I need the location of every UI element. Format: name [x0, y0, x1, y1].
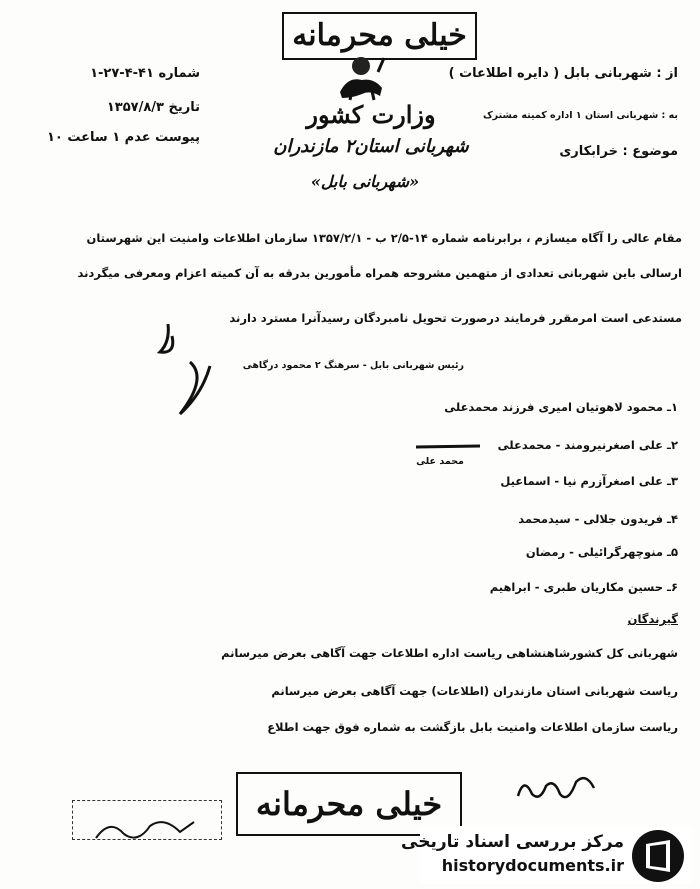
body-line-1: مقام عالی را آگاه میسازم ، برابرنامه شماره ۱۴-۲/۵ ب - ۱۳۵۷/۲/۱ سازمان اطلاعات وامنیت این شهرستان [86, 231, 682, 245]
recipient-line-3: ریاست سازمان اطلاعات وامنیت بابل بازگشت به شماره فوق جهت اطلاع [267, 720, 678, 734]
lion-and-sun-emblem-icon [334, 52, 388, 104]
bottom-signature-icon [510, 768, 600, 808]
classification-stamp-bottom: خیلی محرمانه [236, 772, 462, 836]
from-line: از : شهربانی بابل ( دایره اطلاعات ) [448, 66, 678, 81]
document-date: تاریخ ۱۳۵۷/۸/۳ [106, 100, 200, 115]
ministry-title: وزارت کشور [306, 100, 436, 129]
document-number: شماره ۴۱-۴-۲۷-۱ [90, 66, 200, 81]
body-line-2: ارسالی باین شهربانی تعدادی از متهمین مشروحه همراه مأمورین بدرقه به آن کمیته اعزام ومعرفی میگردند [77, 266, 682, 280]
recipient-line-1: شهربانی کل کشورشاهنشاهی ریاست اداره اطلاعات جهت آگاهی بعرض میرسانم [221, 646, 678, 660]
recipients-label: گیرندگان [627, 612, 678, 626]
subject-line: موضوع : خرابکاری [559, 144, 678, 159]
police-province-title: شهربانی استان۲ مازندران [273, 136, 469, 157]
archive-url: historydocuments.ir [441, 856, 624, 875]
list-item-4: ۴ـ فریدون جلالی - سیدمحمد [518, 512, 678, 526]
archive-logo-icon [630, 828, 686, 884]
list-item-6: ۶ـ حسین مکاریان طبری - ابراهیم [489, 580, 678, 594]
list-item-2-note: محمد علی [416, 456, 464, 467]
list-item-3: ۳ـ علی اصغرآزرم نیا - اسماعیل [500, 474, 678, 488]
receipt-signature-icon [90, 808, 200, 848]
body-line-3: مستدعی است امرمقرر فرمایند درصورت تحویل نامبردگان رسیدآنرا مسترد دارند [229, 311, 682, 325]
list-item-2: ۲ـ علی اصغرنیرومند - محمدعلی [497, 438, 678, 452]
recipient-line-2: ریاست شهربانی استان مازندران (اطلاعات) جهت آگاهی بعرض میرسانم [271, 684, 678, 698]
police-city-title: «شهربانی بابل» [310, 172, 420, 191]
handwritten-signature-icon [150, 318, 220, 426]
list-item-1: ۱ـ محمود لاهوتیان امیری فرزند محمدعلی [444, 400, 678, 414]
archive-name: مرکز بررسی اسناد تاریخی [401, 832, 624, 852]
classification-stamp-top: خیلی محرمانه [282, 12, 477, 60]
signer-line: رئیس شهربانی بابل - سرهنگ ۲ محمود درگاهی [242, 360, 464, 371]
list-item-5: ۵ـ منوچهرگرائیلی - رمضان [525, 545, 678, 559]
document-attachment: پیوست عدم ۱ ساعت ۱۰ [46, 130, 200, 145]
to-line: به : شهربانی استان ۱ اداره کمیته مشترک [482, 110, 678, 121]
